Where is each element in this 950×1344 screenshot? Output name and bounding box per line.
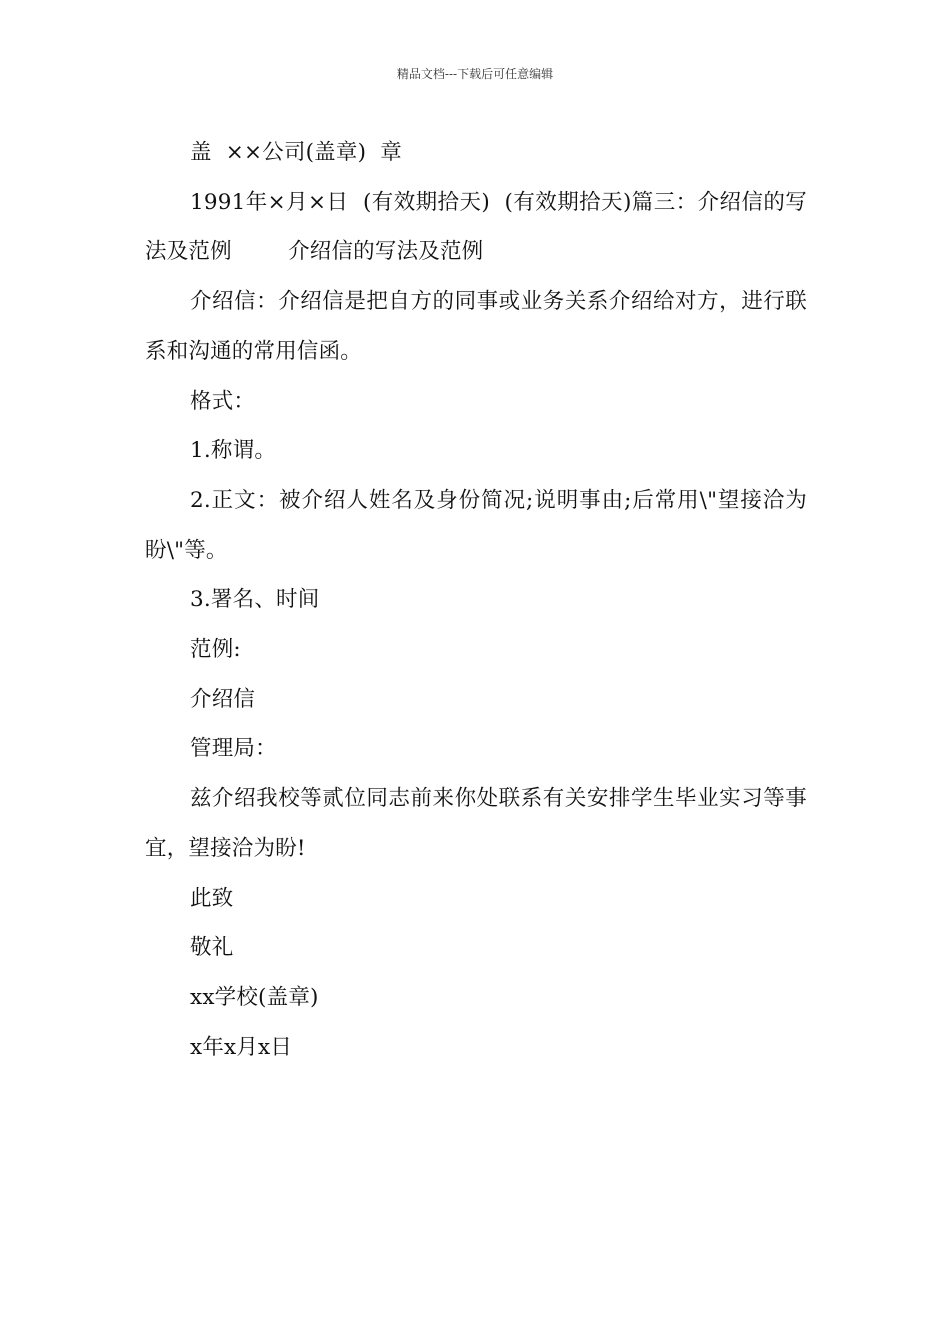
paragraph-closing-2: 敬礼	[190, 935, 234, 961]
paragraph-signature: xx学校(盖章)	[190, 984, 319, 1010]
paragraph-format-heading: 格式：	[190, 388, 256, 414]
paragraph-letter-title: 介绍信	[190, 686, 256, 712]
paragraph-format-item-1: 1.称谓。	[190, 438, 277, 464]
paragraph-date: x年x月x日	[190, 1034, 293, 1060]
paragraph-letter-body: 兹介绍我校等贰位同志前来你处联系有关安排学生毕业实习等事宜，望接洽为盼!	[145, 786, 807, 861]
paragraph-example-heading: 范例:	[190, 637, 241, 663]
paragraph-salutation: 管理局：	[190, 736, 277, 762]
paragraph-format-item-3: 3.署名、时间	[190, 587, 320, 613]
paragraph-closing-1: 此致	[190, 885, 234, 911]
paragraph-format-item-2: 2.正文：被介绍人姓名及身份简况;说明事由;后常用\"望接洽为盼\"等。	[145, 487, 807, 563]
document-body	[145, 128, 807, 1072]
page-header: 精品文档---下载后可任意编辑	[396, 67, 554, 81]
paragraph-date-line: 1991年×月×日 (有效期拾天) (有效期拾天)篇三：介绍信的写法及范例 介绍信的写法及范例	[145, 189, 807, 265]
paragraph-definition: 介绍信：介绍信是把自方的同事或业务关系介绍给对方，进行联系和沟通的常用信函。	[145, 289, 807, 364]
paragraph-seal-line: 盖 ××公司(盖章) 章	[190, 140, 402, 165]
